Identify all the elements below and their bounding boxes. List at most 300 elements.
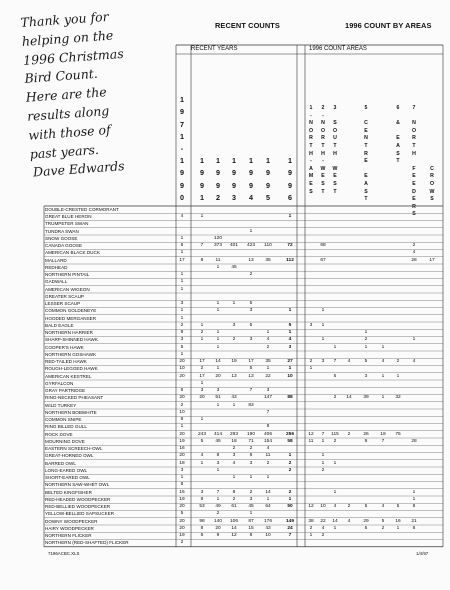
year-count-cell: 3 [200,388,204,394]
year-count-cell: 1 [180,279,184,285]
species-name: DOUBLE-CRESTED CORMORANT [45,206,119,212]
species-name: WILD TURKEY [45,402,77,408]
year-count-cell: 11 [265,453,271,459]
year-count-cell: 27 [287,359,293,365]
year-count-cell: 423 [246,243,255,249]
year-count-cell: 3 [180,301,184,307]
area-header-char: R [364,150,368,157]
area-count-cell: 1 [333,525,337,531]
area-count-cell: 14 [332,518,338,524]
year-count-cell: 13 [231,373,237,379]
area-count-cell: 7 [381,438,385,444]
note-line: with those of [27,121,112,143]
year-count-cell: 1 [200,460,204,466]
year-header-char: 1 [216,156,220,166]
year-count-cell: 2 [232,496,236,502]
year-count-cell: 1 [180,235,184,241]
area-count-cell: 5 [364,504,368,510]
year-count-cell: 4 [288,337,292,343]
area-header-char: C [364,120,368,127]
area-count-cell: 29 [363,518,369,524]
area-header-char: O [411,127,417,134]
area-count-cell: 2 [309,359,313,365]
note-line: Here are the [25,84,108,105]
area-header-char: S [333,120,337,127]
area-header-char: T [412,143,416,149]
year-count-cell: 88 [287,395,293,401]
year-count-cell: 49 [215,504,221,510]
area-header-char: R [430,173,434,180]
year-header-char: 9 [216,168,220,178]
year-count-cell: 13 [248,257,254,263]
area-count-cell: 75 [395,431,401,437]
species-name: CANADA GOOSE [45,243,83,249]
year-count-cell: 9 [216,533,220,539]
year-count-cell: 19 [231,359,237,365]
area-count-cell: 1 [364,344,368,350]
year-count-cell: 5 [200,533,204,539]
species-name: HOODED MERGANSER [45,315,97,321]
year-count-cell: 1 [216,301,220,307]
year-count-cell: 406 [263,431,272,437]
year-count-cell: 2 [249,272,253,278]
handwritten-note [20,4,181,183]
year-count-cell: 1 [180,286,184,292]
area-header-char: E [364,173,368,180]
year-count-cell: 3 [288,344,292,350]
species-name: DOWNY WOODPECKER [45,518,98,524]
species-name: GRAY PARTRIDGE [45,388,86,394]
year-header-char: 1 [180,131,184,141]
note-line: Thank you for [20,8,110,30]
year-header-char: 9 [200,180,204,190]
species-name: COOPER'S HAWK [45,344,84,350]
area-count-cell: 12 [308,431,314,437]
species-name: GREAT BLUE HERON [45,214,92,220]
year-header-char: 9 [288,180,292,190]
area-count-cell: 5 [333,373,337,379]
area-count-cell: 1 [396,373,400,379]
species-name: TRUMPETER SWAN [45,221,89,227]
area-header-char: T [396,158,400,165]
area-count-cell: 38 [308,518,314,524]
year-count-cell: 16 [179,489,185,495]
year-count-cell: 3 [249,496,253,502]
area-header-char: O [320,127,326,134]
year-count-cell: 414 [213,431,222,437]
year-count-cell: 98 [199,518,205,524]
year-count-cell: 1 [180,351,184,357]
species-name: SHORT-EARED OWL [45,475,90,481]
year-count-cell: 3 [180,337,184,343]
species-name: SNOW GOOSE [45,235,78,241]
year-count-cell: 35 [265,257,271,263]
area-count-cell: 5 [364,359,368,365]
area-count-cell: 8 [412,504,416,510]
species-name: COMMON SNIPE [45,417,82,423]
year-count-cell: 16 [179,446,185,452]
year-count-cell: 1 [180,315,184,321]
year-count-cell: 1 [200,337,204,343]
year-header-char: 9 [266,180,270,190]
area-header-char: S [430,196,434,203]
year-count-cell: 1 [266,366,270,372]
year-count-cell: 293 [229,431,238,437]
year-header-char: 1 [249,156,253,166]
year-count-cell: 5 [180,344,184,350]
area-count-cell: 17 [429,257,435,263]
species-name: BELTED KINGFISHER [45,489,92,495]
year-count-cell: 2 [232,337,236,343]
species-name: YELLOW-BELLIED SAPSUCKER [45,511,115,517]
year-count-cell: 7 [288,533,292,539]
area-header-char: E [333,173,337,180]
year-count-cell: 1 [180,475,184,481]
year-count-cell: 8 [232,489,236,495]
area-header-char: - [310,158,312,165]
area-header-char: S [412,211,416,218]
area-header-char: W [429,188,435,195]
year-count-cell: 1 [216,366,220,372]
area-count-cell: 4 [381,504,385,510]
area-header-char: E [412,181,416,187]
area-count-cell: 4 [381,359,385,365]
year-count-cell: 43 [231,395,237,401]
area-header-char: T [309,143,313,149]
year-header-char: 2 [216,192,220,202]
species-name: GYRFALCON [45,380,74,386]
year-count-cell: 2 [288,467,292,473]
year-count-cell: 72 [287,243,293,249]
note-signature: Dave Edwards [32,158,125,180]
year-count-cell: 20 [179,431,185,437]
year-count-cell: 2 [249,489,253,495]
area-count-cell: 16 [395,518,401,524]
area-count-cell: 2 [333,438,337,444]
note-line: Bird Count. [24,66,99,87]
year-header-char: 5 [266,192,270,202]
year-header-char: 7 [180,119,184,129]
year-count-cell: 1 [200,380,204,386]
year-count-cell: 3 [249,308,253,314]
species-name: LESSER SCAUP [45,301,81,307]
year-count-cell: 24 [287,525,293,531]
year-count-cell: 2 [200,330,204,336]
year-count-cell: 2 [249,446,253,452]
year-count-cell: 11 [215,257,221,263]
species-name: BARRED OWL [45,460,76,466]
area-count-cell: 2 [347,504,351,510]
year-count-cell: 2 [180,540,184,546]
area-count-cell: 4 [412,250,416,256]
year-count-cell: 1 [216,330,220,336]
year-count-cell: 20 [179,395,185,401]
year-count-cell: 1 [180,272,184,278]
year-count-cell: 5 [200,438,204,444]
area-header-char: O [429,181,435,187]
area-header-char: S [321,181,325,187]
area-count-cell: 1 [381,344,385,350]
year-count-cell: 112 [286,257,294,263]
year-count-cell: 147 [263,395,272,401]
year-count-cell: 1 [266,330,270,336]
area-header-char: R [321,135,325,142]
year-header-char: 9 [232,168,236,178]
area-count-cell: 11 [308,438,314,444]
year-count-cell: 3 [232,453,236,459]
area-count-cell: 1 [321,460,325,466]
species-name: NORTHERN PINTAIL [45,272,90,278]
year-count-cell: 45 [248,504,254,510]
year-header-char: 1 [288,156,292,166]
note-line: helping on the [21,27,114,49]
area-count-cell: 4 [333,504,337,510]
footer-filename: 7196ACBC.XLS [48,551,80,556]
year-count-cell: 154 [263,438,272,444]
year-count-cell: 14 [231,525,237,531]
area-header-char: 3 [333,105,337,111]
area-header-char: S [396,150,400,157]
year-header-char: 1 [232,156,236,166]
area-count-cell: 1 [321,438,325,444]
area-header-char: 7 [412,105,416,111]
year-count-cell: 140 [213,518,222,524]
area-count-cell: 3 [321,359,325,365]
area-header-char: E [412,196,416,203]
area-header-char: S [309,188,313,195]
area-header-char: 1 [309,105,313,111]
year-count-cell: 22 [265,373,271,379]
species-name: HAIRY WOODPECKER [45,525,94,531]
area-count-cell: 2 [381,525,385,531]
area-count-cell: 5 [396,504,400,510]
year-count-cell: 8 [200,496,204,502]
species-name: REDHEAD [45,264,68,270]
species-name: BALD EAGLE [45,322,74,328]
area-count-cell: 2 [333,395,337,401]
year-count-cell: 19 [179,438,185,444]
area-count-cell: 22 [320,518,326,524]
area-count-cell: 5 [381,518,385,524]
year-header-char: - [180,144,184,153]
area-count-cell: 1 [381,395,385,401]
year-count-cell: 4 [180,214,184,220]
species-name: MALLARD [45,257,67,263]
year-count-cell: 190 [246,431,255,437]
year-count-cell: 3 [266,388,270,394]
area-count-cell: 2 [412,243,416,249]
species-name: RED-HEADED WOODPECKER [45,496,111,502]
area-count-cell: 8 [412,525,416,531]
note-line: results along [26,103,110,124]
species-name: MOURNING DOVE [45,438,85,444]
year-count-cell: 1 [216,467,220,473]
year-count-cell: 8 [216,453,220,459]
year-count-cell: 1 [216,337,220,343]
species-name: NORTHERN GOSHAWK [45,351,97,357]
year-header-char: 9 [180,107,184,117]
year-count-cell: 2 [288,489,292,495]
species-name: ROCK DOVE [45,431,73,437]
year-count-cell: 8 [180,417,184,423]
area-count-cell: 4 [321,525,325,531]
area-header-char: R [412,135,416,142]
year-header-char: 1 [266,156,270,166]
species-name: NORTHERN BOBWHITE [45,409,97,415]
area-header-char: E [364,158,368,165]
area-header-char: W [332,165,338,172]
area-header-char: C [430,165,434,172]
year-count-cell: 3 [200,489,204,495]
area-header-char: D [412,188,416,195]
year-count-cell: 1 [288,453,292,459]
area-header-char: & [396,120,400,127]
area-header-char: T [321,143,325,149]
area-count-cell: 28 [411,257,417,263]
year-count-cell: 17 [248,359,254,365]
year-count-cell: 6 [180,243,184,249]
species-name: NORTHERN SAW-WHET OWL [45,482,110,488]
area-count-cell: 7 [333,359,337,365]
year-count-cell: 50 [287,504,293,510]
year-header-char: 3 [232,192,236,202]
subheader-recent-years: RECENT YEARS [191,46,238,52]
area-count-cell: 2 [321,533,325,539]
area-header-char: 6 [396,105,400,111]
year-count-cell: 12 [231,533,237,539]
year-count-cell: 87 [248,518,254,524]
header-count-by-areas: 1996 COUNT BY AREAS [345,21,432,30]
year-count-cell: 61 [231,504,237,510]
area-count-cell: 26 [363,431,369,437]
area-header-char: N [309,120,313,127]
area-count-cell: 2 [347,431,351,437]
area-count-cell: 1 [321,453,325,459]
year-count-cell: 373 [213,243,222,249]
year-count-cell: 20 [199,395,205,401]
area-header-char: - [322,158,324,165]
year-count-cell: 20 [179,518,185,524]
area-header-char: A [364,181,368,187]
area-header-char: O [332,127,338,134]
area-count-cell: 19 [380,431,386,437]
year-count-cell: 8 [200,525,204,531]
year-count-cell: 15 [248,525,254,531]
year-header-char: 9 [249,180,253,190]
species-name: GADWALL [45,279,68,285]
year-count-cell: 20 [179,504,185,510]
year-count-cell: 8 [249,533,253,539]
area-header-char: W [320,165,326,172]
species-name: ROUGH-LEGGED HAWK [45,366,98,372]
year-count-cell: 58 [287,438,293,444]
year-count-cell: 3 [216,460,220,466]
year-count-cell: 3 [180,467,184,473]
year-count-cell: 20 [215,373,221,379]
species-name: AMERICAN KESTREL [45,373,92,379]
year-count-cell: 1 [216,308,220,314]
area-count-cell: 28 [411,438,417,444]
area-count-cell: 14 [346,395,352,401]
area-count-cell: 4 [412,359,416,365]
year-header-char: 0 [180,192,184,202]
species-name: GREATER SCAUP [45,293,84,299]
area-count-cell: 68 [320,243,326,249]
area-header-char: N [364,135,368,142]
year-count-cell: 13 [248,373,254,379]
year-count-cell: 53 [199,504,205,510]
year-count-cell: 5 [249,366,253,372]
species-name: RING BILLED GULL [45,424,87,430]
year-count-cell: 7 [249,388,253,394]
year-count-cell: 17 [199,359,205,365]
year-count-cell: 51 [215,395,221,401]
year-count-cell: 2 [288,460,292,466]
year-count-cell: 7 [266,409,270,415]
area-count-cell: 1 [321,337,325,343]
year-count-cell: 110 [264,243,272,249]
year-count-cell: 1 [216,496,220,502]
year-count-cell: 243 [197,431,206,437]
area-header-char: H [333,150,337,157]
year-count-cell: 10 [287,373,293,379]
year-count-cell: 19 [179,533,185,539]
area-count-cell: 1 [396,525,400,531]
area-count-cell: 1 [321,322,325,328]
year-count-cell: 1 [216,344,220,350]
area-count-cell: 1 [333,489,337,495]
area-count-cell: 7 [321,431,325,437]
year-count-cell: 6 [180,388,184,394]
year-header-char: 1 [180,95,184,105]
area-header-char: S [364,188,368,195]
year-count-cell: 3 [216,388,220,394]
species-name: TUNDRA SWAN [45,228,79,234]
year-header-char: 6 [288,192,292,202]
area-count-cell: 39 [363,395,369,401]
year-count-cell: 176 [263,518,272,524]
year-count-cell: 3 [232,322,236,328]
area-header-char: A [396,143,400,149]
year-count-cell: 20 [179,373,185,379]
species-name: GREAT-HORNED OWL [45,453,94,459]
area-header-char: F [412,165,416,172]
year-count-cell: 20 [179,453,185,459]
year-count-cell: 1 [200,417,204,423]
year-count-cell: 17 [199,373,205,379]
year-count-cell: 35 [265,359,271,365]
year-count-cell: 1 [288,308,292,314]
species-name: COMMON GOLDENEYE [45,308,97,314]
species-name: AMERICAN WIGEON [45,286,90,292]
year-count-cell: 1 [249,475,253,481]
year-count-cell: 1 [216,264,220,270]
year-count-cell: 10 [179,409,185,415]
year-header-char: 9 [266,168,270,178]
year-count-cell: 9 [180,330,184,336]
year-count-cell: 45 [215,438,221,444]
year-count-cell: 5 [288,322,292,328]
year-count-cell: 1 [288,366,292,372]
year-count-cell: 64 [265,504,271,510]
year-count-cell: 14 [215,359,221,365]
area-header-char: T [333,143,337,149]
year-count-cell: 2 [180,402,184,408]
year-header-char: 9 [288,168,292,178]
year-count-cell: 1 [216,402,220,408]
year-header-char: 1 [200,156,204,166]
area-count-cell: 1 [412,496,416,502]
